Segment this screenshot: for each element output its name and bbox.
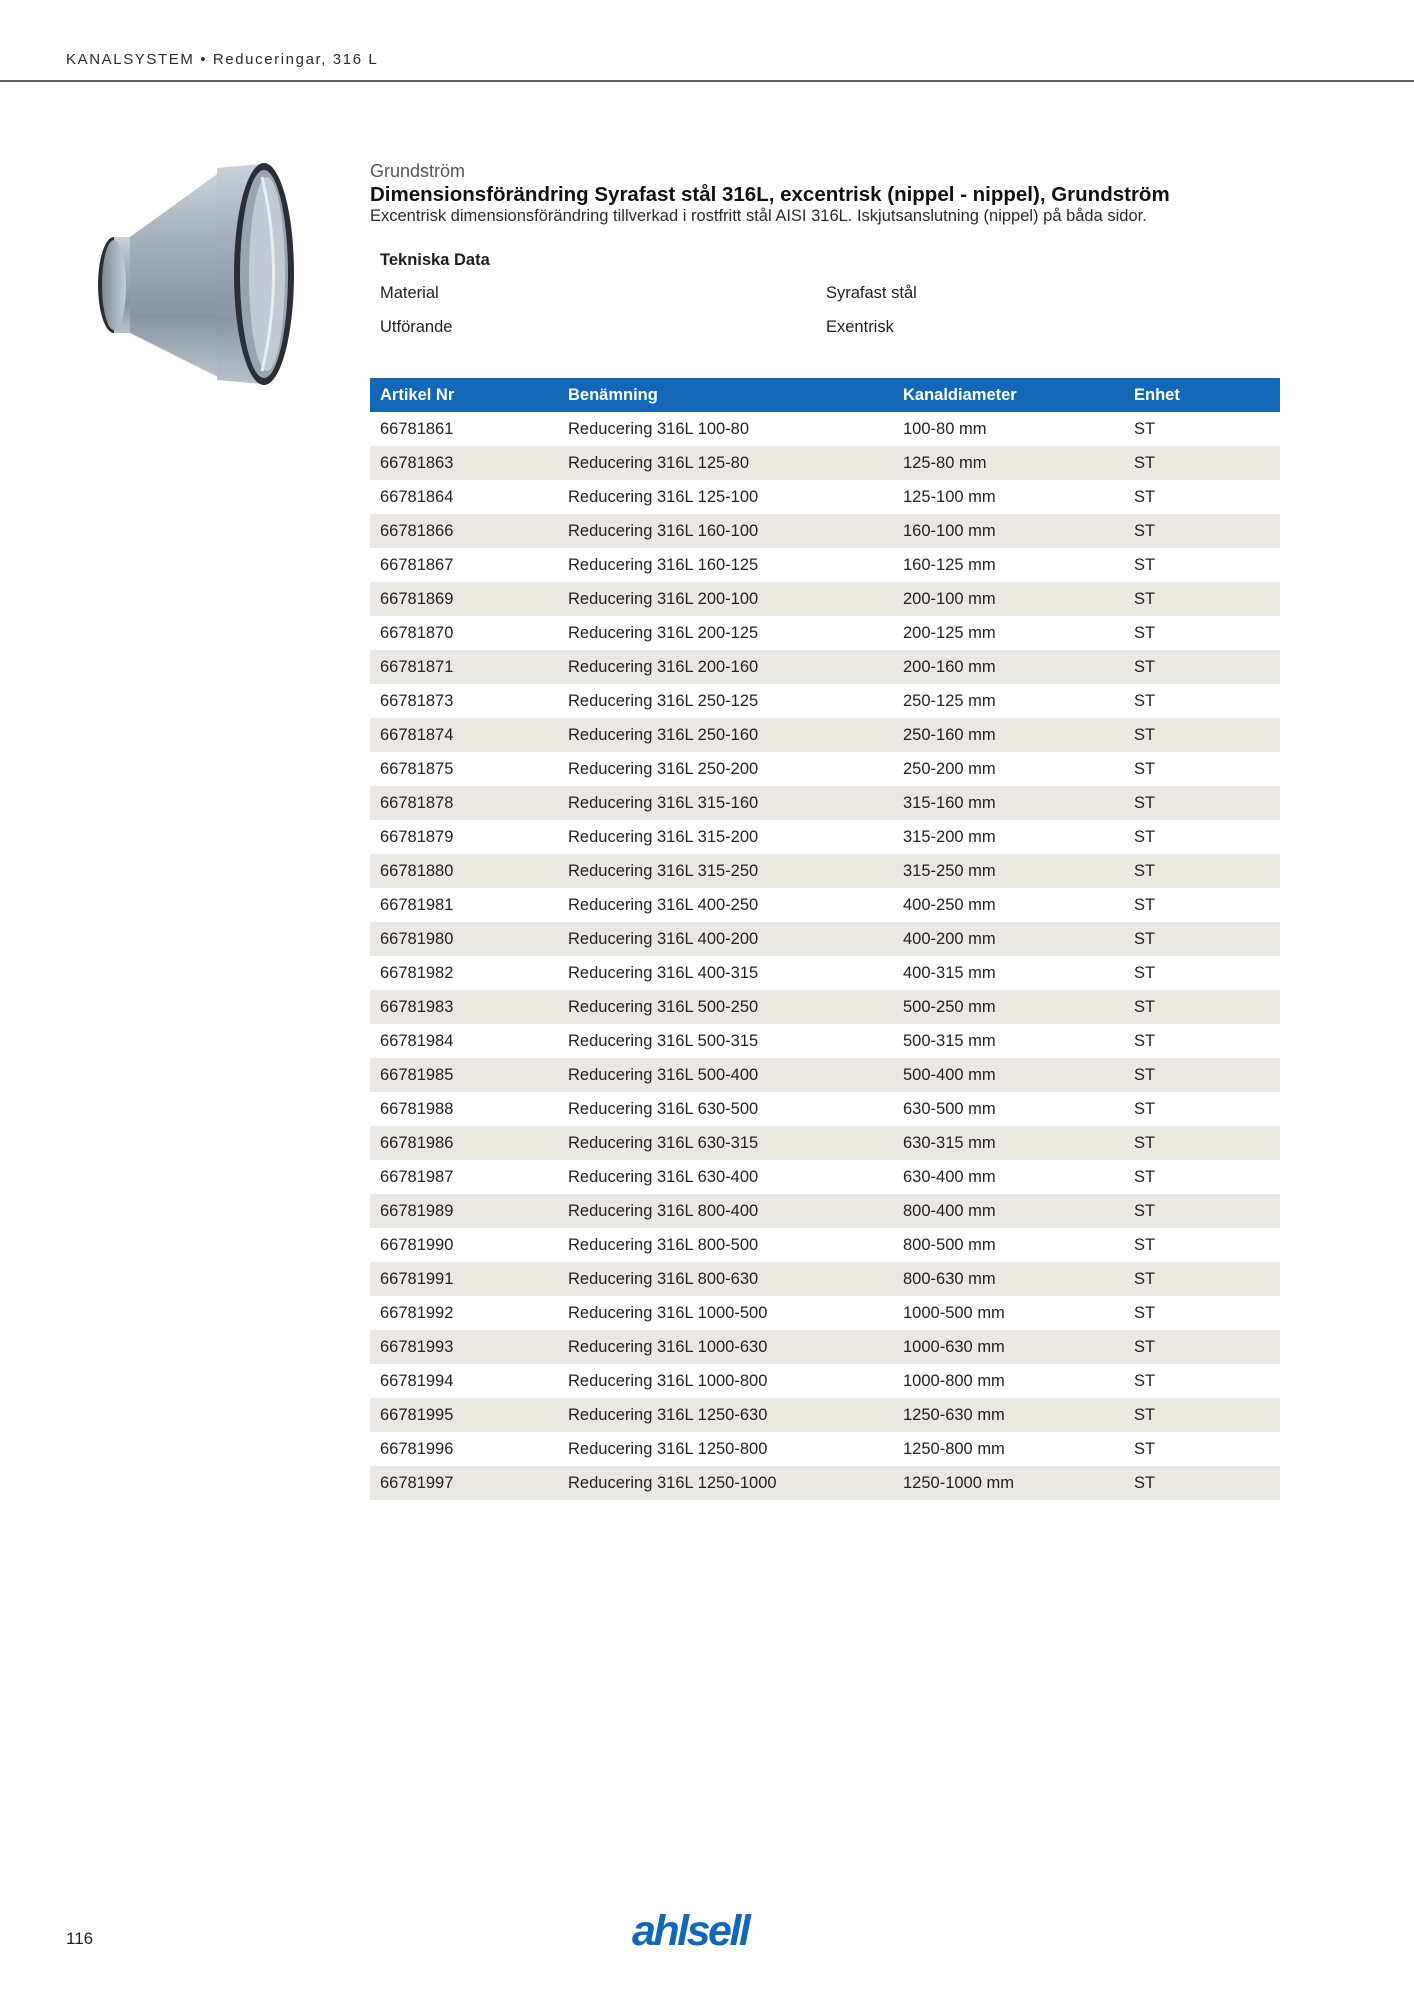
table-header (370, 378, 1280, 412)
table-row (370, 1466, 1280, 1500)
article-number-cell: 66781987 (380, 1168, 454, 1186)
diameter-cell: 400-315 mm (903, 964, 996, 982)
unit-cell: ST (1134, 964, 1156, 982)
technical-data (370, 244, 1280, 344)
name-cell: Reducering 316L 1250-1000 (568, 1474, 777, 1492)
article-number-cell: 66781861 (380, 420, 454, 438)
unit-cell: ST (1134, 590, 1156, 608)
name-cell: Reducering 316L 160-125 (568, 556, 759, 574)
diameter-cell: 500-315 mm (903, 1032, 996, 1050)
article-number-cell: 66781985 (380, 1066, 454, 1084)
table-row (370, 1262, 1280, 1296)
table-row (370, 1432, 1280, 1466)
diameter-cell: 315-160 mm (903, 794, 996, 812)
table-row (370, 1364, 1280, 1398)
diameter-cell: 125-100 mm (903, 488, 996, 506)
table-body (370, 412, 1280, 1500)
name-cell: Reducering 316L 1000-630 (568, 1338, 768, 1356)
table-row (370, 412, 1280, 446)
article-number-cell: 66781981 (380, 896, 454, 914)
unit-cell: ST (1134, 1372, 1156, 1390)
unit-cell: ST (1134, 454, 1156, 472)
name-cell: Reducering 316L 500-315 (568, 1032, 759, 1050)
diameter-cell: 200-100 mm (903, 590, 996, 608)
table-row (370, 854, 1280, 888)
table-row (370, 752, 1280, 786)
diameter-cell: 400-200 mm (903, 930, 996, 948)
diameter-cell: 800-400 mm (903, 1202, 996, 1220)
article-number-cell: 66781864 (380, 488, 454, 506)
diameter-cell: 200-125 mm (903, 624, 996, 642)
diameter-cell: 200-160 mm (903, 658, 996, 676)
product-description: Excentrisk dimensionsförändring tillverkad i rostfritt stål AISI 316L. Iskjutsanslutning (nippel) på båda sidor. (370, 207, 1147, 225)
diameter-cell: 1250-1000 mm (903, 1474, 1014, 1492)
table-row (370, 446, 1280, 480)
diameter-cell: 1250-800 mm (903, 1440, 1005, 1458)
unit-cell: ST (1134, 760, 1156, 778)
article-number-cell: 66781992 (380, 1304, 454, 1322)
diameter-cell: 400-250 mm (903, 896, 996, 914)
article-number-cell: 66781875 (380, 760, 454, 778)
article-number-cell: 66781879 (380, 828, 454, 846)
technical-data-title: Tekniska Data (380, 251, 490, 269)
article-number-cell: 66781878 (380, 794, 454, 812)
column-header-unit: Enhet (1134, 386, 1180, 404)
name-cell: Reducering 316L 1000-500 (568, 1304, 768, 1322)
diameter-cell: 630-500 mm (903, 1100, 996, 1118)
article-number-cell: 66781984 (380, 1032, 454, 1050)
ahlsell-logo (630, 1905, 780, 1955)
diameter-cell: 1000-630 mm (903, 1338, 1005, 1356)
table-row (370, 1160, 1280, 1194)
table-row (370, 616, 1280, 650)
unit-cell: ST (1134, 1134, 1156, 1152)
diameter-cell: 315-200 mm (903, 828, 996, 846)
unit-cell: ST (1134, 1304, 1156, 1322)
unit-cell: ST (1134, 1406, 1156, 1424)
article-number-cell: 66781880 (380, 862, 454, 880)
tech-label: Utförande (380, 318, 453, 336)
article-number-cell: 66781995 (380, 1406, 454, 1424)
unit-cell: ST (1134, 1100, 1156, 1118)
article-number-cell: 66781869 (380, 590, 454, 608)
table-row (370, 548, 1280, 582)
name-cell: Reducering 316L 250-160 (568, 726, 759, 744)
name-cell: Reducering 316L 400-250 (568, 896, 759, 914)
table-row (370, 786, 1280, 820)
diameter-cell: 630-400 mm (903, 1168, 996, 1186)
table-row (370, 1058, 1280, 1092)
unit-cell: ST (1134, 1440, 1156, 1458)
unit-cell: ST (1134, 794, 1156, 812)
table-row (370, 820, 1280, 854)
article-number-cell: 66781983 (380, 998, 454, 1016)
table-row (370, 990, 1280, 1024)
product-info (370, 160, 1280, 226)
name-cell: Reducering 316L 200-160 (568, 658, 759, 676)
name-cell: Reducering 316L 800-500 (568, 1236, 759, 1254)
table-row (370, 514, 1280, 548)
article-number-cell: 66781991 (380, 1270, 454, 1288)
article-number-cell: 66781982 (380, 964, 454, 982)
article-number-cell: 66781986 (380, 1134, 454, 1152)
name-cell: Reducering 316L 1250-630 (568, 1406, 768, 1424)
name-cell: Reducering 316L 200-100 (568, 590, 759, 608)
article-number-cell: 66781990 (380, 1236, 454, 1254)
unit-cell: ST (1134, 930, 1156, 948)
unit-cell: ST (1134, 1338, 1156, 1356)
article-number-cell: 66781863 (380, 454, 454, 472)
unit-cell: ST (1134, 624, 1156, 642)
table-row (370, 1092, 1280, 1126)
tech-label: Material (380, 284, 439, 302)
table-row (370, 1296, 1280, 1330)
logo-text: ahlsell (632, 1907, 749, 1955)
diameter-cell: 1250-630 mm (903, 1406, 1005, 1424)
article-number-cell: 66781866 (380, 522, 454, 540)
section-header: KANALSYSTEM • Reduceringar, 316 L (66, 51, 379, 68)
tech-value: Exentrisk (826, 318, 894, 336)
article-number-cell: 66781996 (380, 1440, 454, 1458)
unit-cell: ST (1134, 1168, 1156, 1186)
table-row (370, 956, 1280, 990)
name-cell: Reducering 316L 1000-800 (568, 1372, 768, 1390)
article-number-cell: 66781994 (380, 1372, 454, 1390)
diameter-cell: 800-630 mm (903, 1270, 996, 1288)
table-row (370, 684, 1280, 718)
name-cell: Reducering 316L 200-125 (568, 624, 759, 642)
diameter-cell: 1000-800 mm (903, 1372, 1005, 1390)
article-number-cell: 66781873 (380, 692, 454, 710)
name-cell: Reducering 316L 1250-800 (568, 1440, 768, 1458)
diameter-cell: 500-250 mm (903, 998, 996, 1016)
diameter-cell: 160-100 mm (903, 522, 996, 540)
table-row (370, 1194, 1280, 1228)
eccentric-reducer-image (92, 160, 314, 390)
table-row (370, 1330, 1280, 1364)
table-row (370, 718, 1280, 752)
name-cell: Reducering 316L 400-315 (568, 964, 759, 982)
diameter-cell: 1000-500 mm (903, 1304, 1005, 1322)
article-number-cell: 66781870 (380, 624, 454, 642)
column-header-diameter: Kanaldiameter (903, 386, 1017, 404)
unit-cell: ST (1134, 692, 1156, 710)
diameter-cell: 800-500 mm (903, 1236, 996, 1254)
unit-cell: ST (1134, 896, 1156, 914)
name-cell: Reducering 316L 125-100 (568, 488, 759, 506)
unit-cell: ST (1134, 1032, 1156, 1050)
diameter-cell: 100-80 mm (903, 420, 987, 438)
tech-value: Syrafast stål (826, 284, 917, 302)
tech-row (370, 276, 1280, 310)
diameter-cell: 500-400 mm (903, 1066, 996, 1084)
name-cell: Reducering 316L 800-630 (568, 1270, 759, 1288)
unit-cell: ST (1134, 1270, 1156, 1288)
name-cell: Reducering 316L 400-200 (568, 930, 759, 948)
name-cell: Reducering 316L 630-315 (568, 1134, 759, 1152)
name-cell: Reducering 316L 500-250 (568, 998, 759, 1016)
table-row (370, 1228, 1280, 1262)
name-cell: Reducering 316L 315-250 (568, 862, 759, 880)
diameter-cell: 160-125 mm (903, 556, 996, 574)
article-number-cell: 66781993 (380, 1338, 454, 1356)
tech-row (370, 310, 1280, 344)
unit-cell: ST (1134, 828, 1156, 846)
unit-cell: ST (1134, 420, 1156, 438)
name-cell: Reducering 316L 100-80 (568, 420, 750, 438)
name-cell: Reducering 316L 250-125 (568, 692, 759, 710)
unit-cell: ST (1134, 998, 1156, 1016)
unit-cell: ST (1134, 1066, 1156, 1084)
article-number-cell: 66781867 (380, 556, 454, 574)
product-brand: Grundström (370, 161, 466, 181)
page-number: 116 (66, 1929, 94, 1948)
name-cell: Reducering 316L 315-200 (568, 828, 759, 846)
name-cell: Reducering 316L 500-400 (568, 1066, 759, 1084)
table-row (370, 922, 1280, 956)
unit-cell: ST (1134, 726, 1156, 744)
article-number-cell: 66781874 (380, 726, 454, 744)
unit-cell: ST (1134, 1474, 1156, 1492)
diameter-cell: 630-315 mm (903, 1134, 996, 1152)
diameter-cell: 250-125 mm (903, 692, 996, 710)
article-number-cell: 66781871 (380, 658, 454, 676)
name-cell: Reducering 316L 800-400 (568, 1202, 759, 1220)
diameter-cell: 250-160 mm (903, 726, 996, 744)
article-number-cell: 66781997 (380, 1474, 454, 1492)
unit-cell: ST (1134, 1236, 1156, 1254)
article-number-cell: 66781988 (380, 1100, 454, 1118)
unit-cell: ST (1134, 1202, 1156, 1220)
unit-cell: ST (1134, 488, 1156, 506)
name-cell: Reducering 316L 125-80 (568, 454, 750, 472)
diameter-cell: 125-80 mm (903, 454, 987, 472)
table-row (370, 582, 1280, 616)
table-row (370, 1126, 1280, 1160)
column-header-article: Artikel Nr (380, 386, 455, 404)
table-row (370, 1398, 1280, 1432)
table-row (370, 650, 1280, 684)
table-row (370, 888, 1280, 922)
name-cell: Reducering 316L 630-500 (568, 1100, 759, 1118)
diameter-cell: 250-200 mm (903, 760, 996, 778)
table-row (370, 480, 1280, 514)
name-cell: Reducering 316L 630-400 (568, 1168, 759, 1186)
diameter-cell: 315-250 mm (903, 862, 996, 880)
product-title: Dimensionsförändring Syrafast stål 316L, excentrisk (nippel - nippel), Grundström (370, 183, 1170, 206)
product-table (370, 378, 1280, 1500)
name-cell: Reducering 316L 160-100 (568, 522, 759, 540)
unit-cell: ST (1134, 658, 1156, 676)
unit-cell: ST (1134, 556, 1156, 574)
name-cell: Reducering 316L 250-200 (568, 760, 759, 778)
column-header-name: Benämning (568, 386, 658, 404)
table-row (370, 1024, 1280, 1058)
unit-cell: ST (1134, 522, 1156, 540)
article-number-cell: 66781980 (380, 930, 454, 948)
article-number-cell: 66781989 (380, 1202, 454, 1220)
unit-cell: ST (1134, 862, 1156, 880)
header-divider (0, 80, 1414, 82)
name-cell: Reducering 316L 315-160 (568, 794, 759, 812)
